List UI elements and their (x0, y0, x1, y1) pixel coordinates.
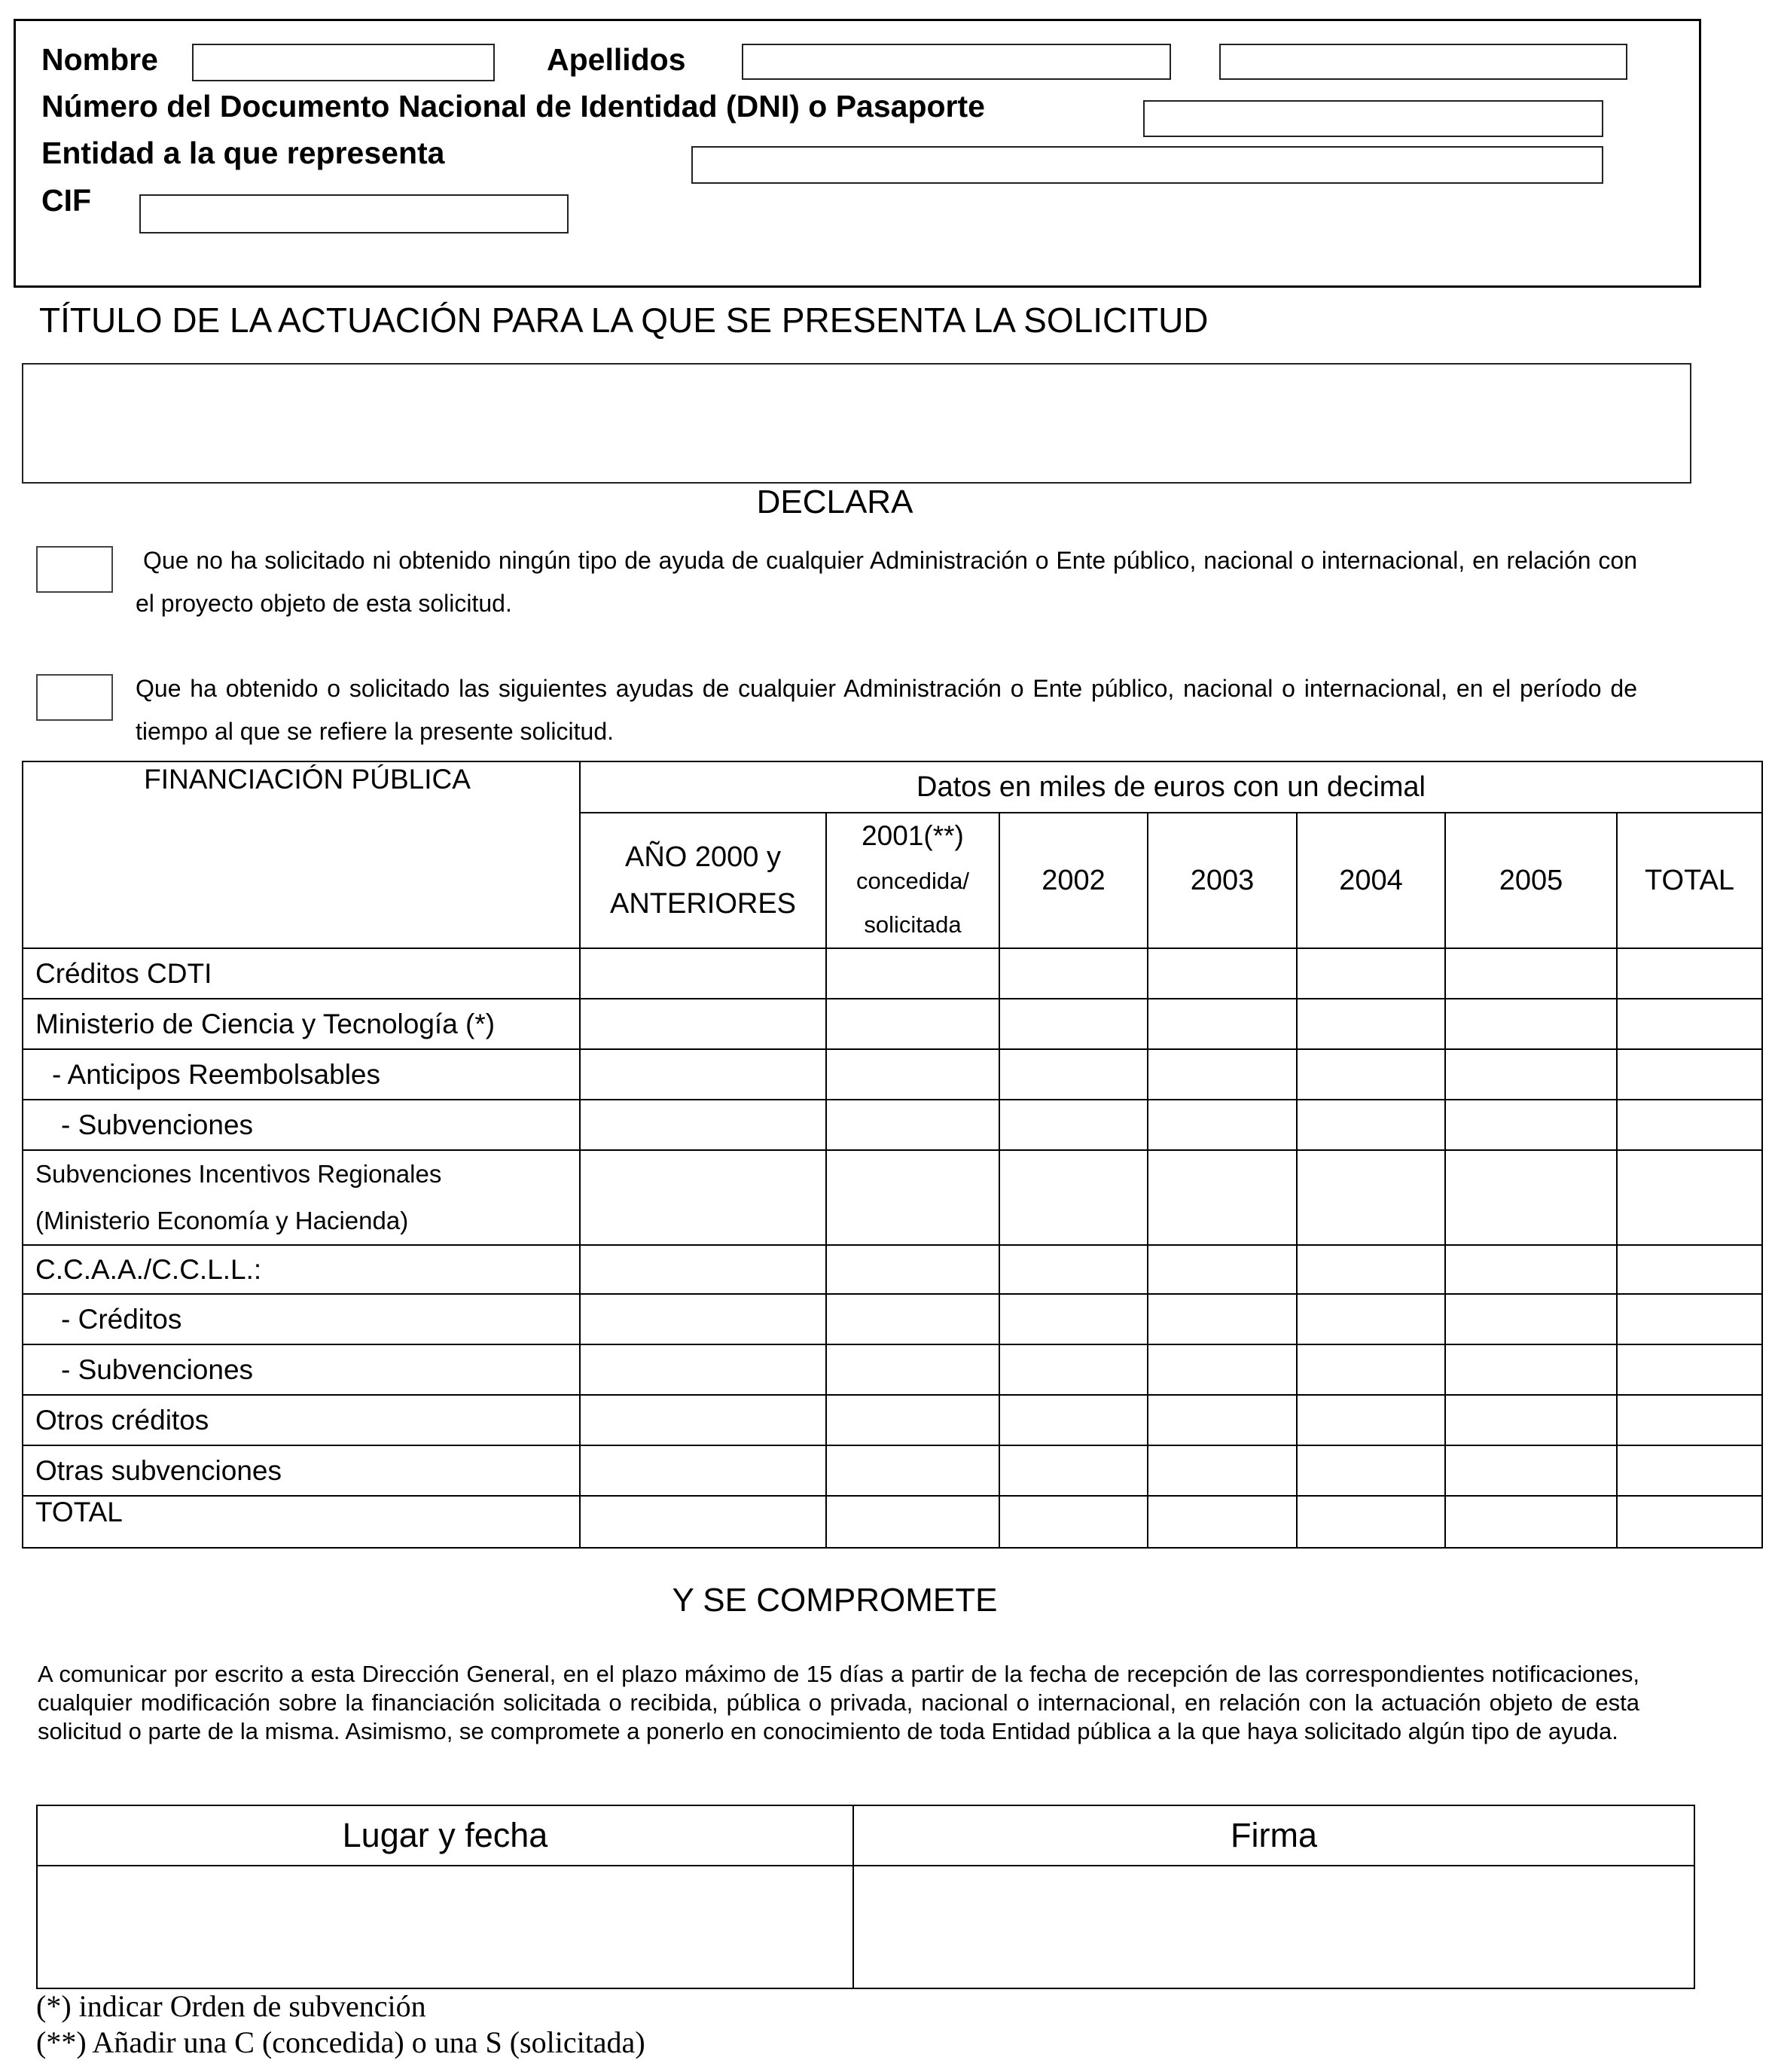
table-cell[interactable] (1148, 948, 1297, 999)
table-cell[interactable] (1617, 1496, 1762, 1548)
col-2001-line1: 2001(**) (862, 820, 964, 851)
table-cell[interactable] (580, 1395, 826, 1445)
col-anio2000-line1: AÑO 2000 y (625, 841, 781, 873)
table-cell[interactable] (580, 1150, 826, 1245)
table-cell[interactable] (580, 1496, 826, 1548)
table-cell[interactable] (1445, 1445, 1617, 1496)
cif-field[interactable] (139, 194, 569, 233)
table-cell[interactable] (826, 1049, 999, 1100)
table-cell[interactable] (1148, 1049, 1297, 1100)
table-cell[interactable] (999, 1150, 1148, 1245)
table-cell[interactable] (826, 1150, 999, 1245)
table-cell[interactable] (1445, 1344, 1617, 1395)
table-row (23, 1245, 1762, 1294)
table-cell[interactable] (999, 948, 1148, 999)
table-cell[interactable] (826, 1100, 999, 1150)
table-row (23, 1395, 1762, 1445)
dni-label: Número del Documento Nacional de Identidad (DNI) o Pasaporte (41, 89, 985, 124)
table-cell[interactable] (999, 1245, 1148, 1294)
footnote-2: (**) Añadir una C (concedida) o una S (solicitada) (36, 2025, 645, 2059)
table-cell[interactable] (1617, 999, 1762, 1049)
col-anio2000-line2: ANTERIORES (609, 888, 797, 920)
table-cell[interactable] (1617, 1100, 1762, 1150)
table-cell[interactable] (826, 1395, 999, 1445)
table-cell[interactable] (1445, 1100, 1617, 1150)
cif-label: CIF (41, 183, 92, 218)
table-cell[interactable] (1297, 1294, 1445, 1344)
table-row (23, 948, 1762, 999)
table-row (23, 1496, 1762, 1548)
table-cell[interactable] (1617, 948, 1762, 999)
table-cell[interactable] (826, 1496, 999, 1548)
table-cell[interactable] (580, 1100, 826, 1150)
table-cell[interactable] (1617, 1344, 1762, 1395)
table-cell[interactable] (1445, 1294, 1617, 1344)
table-cell[interactable] (826, 1344, 999, 1395)
table-cell[interactable] (1617, 1445, 1762, 1496)
table-cell[interactable] (826, 999, 999, 1049)
row-label-incentivos-line2: (Ministerio Economía y Hacienda) (35, 1207, 409, 1234)
row-label-subvenciones-2: - Subvenciones (23, 1344, 580, 1395)
table-cell[interactable] (1297, 999, 1445, 1049)
table-cell[interactable] (1148, 999, 1297, 1049)
apellidos-label: Apellidos (547, 42, 686, 77)
table-cell[interactable] (1148, 1496, 1297, 1548)
table-cell[interactable] (1445, 1245, 1617, 1294)
col-2001 (826, 813, 999, 948)
table-row (23, 1445, 1762, 1496)
titulo-heading: TÍTULO DE LA ACTUACIÓN PARA LA QUE SE PRESENTA LA SOLICITUD (39, 301, 1209, 340)
col-2004: 2004 (1297, 813, 1445, 948)
firma-field[interactable] (853, 1866, 1694, 1988)
row-label-ccaa: C.C.A.A./C.C.L.L.: (23, 1245, 580, 1294)
table-cell[interactable] (826, 1294, 999, 1344)
table-cell[interactable] (580, 1245, 826, 1294)
titulo-field[interactable] (22, 363, 1691, 484)
col-2003: 2003 (1148, 813, 1297, 948)
row-label-total: TOTAL (23, 1496, 580, 1548)
row-label-ministerio-ciencia: Ministerio de Ciencia y Tecnología (*) (23, 999, 580, 1049)
compromete-heading: Y SE COMPROMETE (672, 1582, 998, 1619)
apellido1-field[interactable] (742, 44, 1171, 80)
table-cell[interactable] (999, 999, 1148, 1049)
declara-heading: DECLARA (756, 484, 913, 520)
col-2002: 2002 (999, 813, 1148, 948)
table-cell[interactable] (999, 1496, 1148, 1548)
table-cell[interactable] (580, 1294, 826, 1344)
lugar-fecha-field[interactable] (37, 1866, 853, 1988)
table-cell[interactable] (1445, 999, 1617, 1049)
table-cell[interactable] (580, 1445, 826, 1496)
table-cell[interactable] (999, 1445, 1148, 1496)
table-cell[interactable] (1445, 1049, 1617, 1100)
datos-header: Datos en miles de euros con un decimal (580, 761, 1762, 813)
table-cell[interactable] (999, 1344, 1148, 1395)
table-cell[interactable] (1297, 1496, 1445, 1548)
table-cell[interactable] (1297, 1395, 1445, 1445)
table-cell[interactable] (1148, 1294, 1297, 1344)
financiacion-title: FINANCIACIÓN PÚBLICA (23, 761, 580, 948)
nombre-field[interactable] (192, 44, 495, 81)
table-cell[interactable] (999, 1294, 1148, 1344)
table-cell[interactable] (580, 1049, 826, 1100)
row-label-subvenciones-1: - Subvenciones (23, 1100, 580, 1150)
table-cell[interactable] (999, 1395, 1148, 1445)
firma-header: Firma (853, 1805, 1694, 1866)
table-cell[interactable] (1617, 1049, 1762, 1100)
table-cell[interactable] (1297, 1245, 1445, 1294)
table-row (23, 1344, 1762, 1395)
table-cell[interactable] (1297, 1150, 1445, 1245)
table-cell[interactable] (1148, 1100, 1297, 1150)
entidad-field[interactable] (691, 146, 1603, 184)
table-cell[interactable] (1297, 1049, 1445, 1100)
apellido2-field[interactable] (1219, 44, 1627, 80)
table-cell[interactable] (1297, 1100, 1445, 1150)
declara-option2-text: Que ha obtenido o solicitado las siguientes ayudas de cualquier Administración o Ente público, nacional o internacional, en el período de tiempo al que se refiere la presente solicitud. (136, 675, 1637, 745)
compromete-text: A comunicar por escrito a esta Dirección General, en el plazo máximo de 15 días a partir de la fecha de recepción de las correspondientes notificaciones, cualquier modificación sobre la financiación solicitada o recibida, pública o privada, nacional o internacional, en relación con la actuación objeto de esta solicitud o parte de la misma. Asimismo, se compromete a ponerlo en conocimiento de toda Entidad pública a la que haya solicitado algún tipo de ayuda. (38, 1661, 1639, 1744)
financiacion-table (22, 761, 1763, 1549)
table-cell[interactable] (999, 1049, 1148, 1100)
table-row (23, 999, 1762, 1049)
table-row (23, 1049, 1762, 1100)
table-cell[interactable] (1148, 1445, 1297, 1496)
table-cell[interactable] (1148, 1344, 1297, 1395)
table-cell[interactable] (1445, 1395, 1617, 1445)
lugar-fecha-header: Lugar y fecha (37, 1805, 853, 1866)
table-cell[interactable] (1617, 1150, 1762, 1245)
table-cell[interactable] (580, 999, 826, 1049)
signature-table (36, 1805, 1695, 1989)
col-2005: 2005 (1445, 813, 1617, 948)
col-anio2000 (580, 813, 826, 948)
nombre-label: Nombre (41, 42, 158, 77)
declara-option1-text: Que no ha solicitado ni obtenido ningún tipo de ayuda de cualquier Administración o Ente público, nacional o internacional, en relación con el proyecto objeto de esta solicitud. (136, 547, 1637, 617)
table-cell[interactable] (1445, 1496, 1617, 1548)
table-cell[interactable] (1297, 948, 1445, 999)
table-cell[interactable] (1297, 1344, 1445, 1395)
table-cell[interactable] (826, 1245, 999, 1294)
dni-field[interactable] (1143, 100, 1603, 137)
row-label-incentivos-line1: Subvenciones Incentivos Regionales (35, 1160, 442, 1188)
table-cell[interactable] (1617, 1245, 1762, 1294)
col-total: TOTAL (1617, 813, 1762, 948)
table-row (23, 1150, 1762, 1245)
table-cell[interactable] (826, 948, 999, 999)
table-cell[interactable] (1445, 1150, 1617, 1245)
table-cell[interactable] (580, 948, 826, 999)
table-row (23, 1100, 1762, 1150)
table-cell[interactable] (1445, 948, 1617, 999)
declara-option1-checkbox[interactable] (36, 546, 113, 593)
table-row (23, 1294, 1762, 1344)
table-cell[interactable] (999, 1100, 1148, 1150)
table-cell[interactable] (1617, 1294, 1762, 1344)
table-cell[interactable] (826, 1445, 999, 1496)
col-2001-line3: solicitada (864, 911, 962, 938)
entidad-label: Entidad a la que representa (41, 136, 445, 170)
declara-option2-checkbox[interactable] (36, 674, 113, 721)
table-cell[interactable] (1148, 1395, 1297, 1445)
table-cell[interactable] (1617, 1395, 1762, 1445)
row-label-anticipos: - Anticipos Reembolsables (23, 1049, 580, 1100)
row-label-otras-subvenciones: Otras subvenciones (23, 1445, 580, 1496)
row-label-creditos-cdti: Créditos CDTI (23, 948, 580, 999)
table-cell[interactable] (1148, 1245, 1297, 1294)
row-label-otros-creditos: Otros créditos (23, 1395, 580, 1445)
table-cell[interactable] (1148, 1150, 1297, 1245)
col-2001-line2: concedida/ (856, 868, 969, 894)
table-cell[interactable] (580, 1344, 826, 1395)
table-cell[interactable] (1297, 1445, 1445, 1496)
footnote-1: (*) indicar Orden de subvención (36, 1989, 426, 2023)
row-label-creditos: - Créditos (23, 1294, 580, 1344)
row-label-incentivos (23, 1150, 580, 1245)
